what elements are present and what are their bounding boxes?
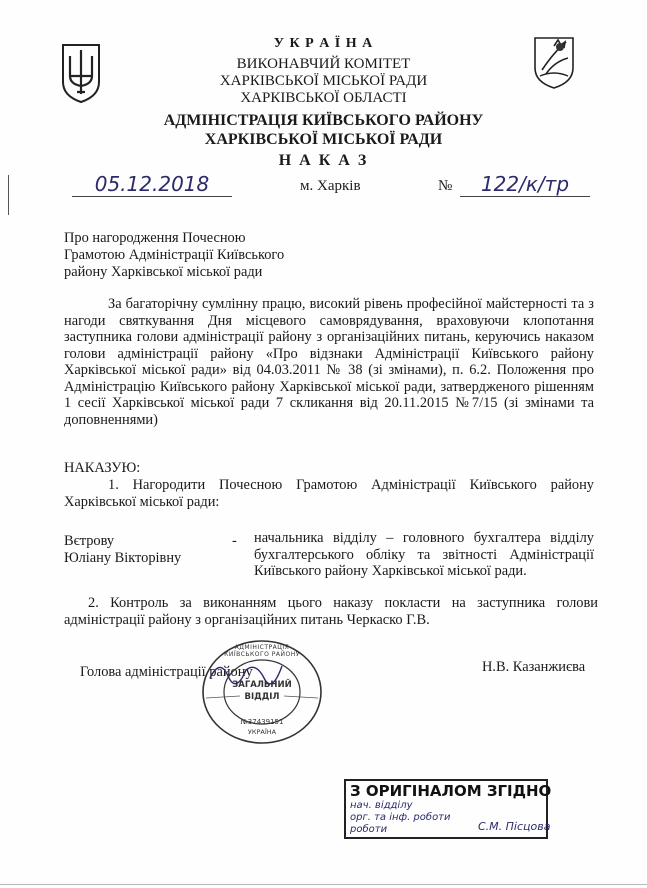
city: м. Харків [300, 178, 361, 194]
round-stamp-code: №37439151 [240, 718, 284, 726]
awardee-position: начальника відділу – головного бухгалтера відділу бухгалтерського обліку та звітності Адміністрації Київського району Харківської міської ради. [254, 530, 594, 579]
preamble-paragraph: За багаторічну сумлінну працю, високий рівень професійної майстерності та з нагоди святкування Дня місцевого самоврядування, враховуючи клопотання заступника голови адміністрації району з організаційних питань, керуючись наказом голови адміністрації району «Про відзнаки Адміністрації Київського району Харківської міської ради» від 04.03.2011 № 38 (зі змінами), п. 6.2. Положення про Адміністрацію Київського району Харківської міської ради, затвердженого рішенням 1 сесії Харківської міської ради 7 скликання від 20.11.2015 №7/15 (зі змінами та доповненнями) [64, 296, 594, 428]
council-name: ХАРКІВСЬКОЇ МІСЬКОЇ РАДИ [219, 73, 428, 89]
signature-name: Н.В. Казанжиєва [482, 659, 586, 675]
round-stamp-inner-line1: ЗАГАЛЬНИЙ [232, 680, 292, 690]
awardee-dash: - [232, 533, 237, 549]
copy-stamp-line1: нач. відділу [350, 800, 413, 811]
round-stamp-inner-line2: ВІДДІЛ [244, 692, 280, 702]
copy-stamp-signer: С.М. Пісцова [478, 820, 551, 833]
scan-edge-mark [8, 175, 9, 215]
order-number: 122/к/тр [460, 172, 590, 197]
signature-scribble-icon [206, 656, 286, 686]
round-stamp [200, 638, 324, 746]
subject [64, 230, 284, 281]
awardee-surname: Вєтрову [64, 533, 115, 549]
round-stamp-bottom: УКРАЇНА [247, 728, 277, 736]
round-stamp-ring-text: АДМІНІСТРАЦІЯ КИЇВСЬКОГО РАЙОНУ [224, 644, 300, 658]
number-label: № [438, 178, 453, 194]
administration-name-line1: АДМІНІСТРАЦІЯ КИЇВСЬКОГО РАЙОНУ [163, 112, 484, 129]
document-type: Н А К А З [278, 152, 369, 169]
signature-title: Голова адміністрації району [80, 664, 253, 680]
order-word: НАКАЗУЮ: [64, 460, 141, 476]
copy-stamp-line3: роботи [350, 824, 388, 835]
committee-name: ВИКОНАВЧИЙ КОМІТЕТ [236, 56, 411, 72]
region-name: ХАРКІВСЬКОЇ ОБЛАСТІ [240, 90, 407, 106]
subject-line-3: району Харківської міської ради [64, 264, 263, 280]
copy-stamp-title: З ОРИГІНАЛОМ ЗГІДНО [350, 782, 552, 800]
copy-stamp-line2: орг. та інф. роботи [350, 812, 451, 823]
awardee-name: Юліану Вікторівну [64, 550, 182, 566]
order-item-1: 1. Нагородити Почесною Грамотою Адміністрації Київського району Харківської міської ради: [64, 477, 594, 510]
administration-name-line2: ХАРКІВСЬКОЇ МІСЬКОЇ РАДИ [204, 131, 443, 148]
subject-line-2: Грамотою Адміністрації Київського [64, 247, 285, 263]
country-name: У К Р А Ї Н А [273, 36, 374, 51]
bottom-edge-line [0, 884, 647, 885]
subject-line-1: Про нагородження Почесною [64, 230, 246, 246]
order-date: 05.12.2018 [72, 172, 232, 197]
order-item-2: 2. Контроль за виконанням цього наказу покласти на заступника голови адміністрації району з організаційних питань Черкаско Г.В. [64, 595, 598, 628]
